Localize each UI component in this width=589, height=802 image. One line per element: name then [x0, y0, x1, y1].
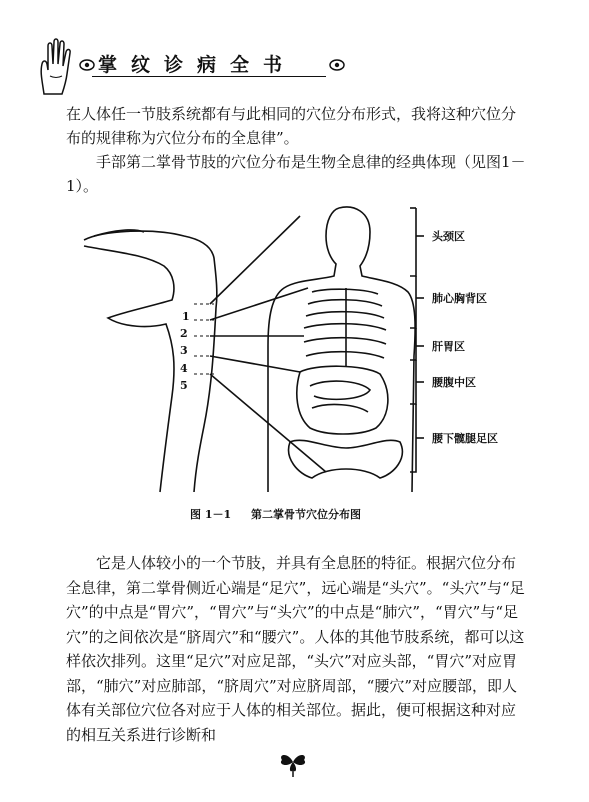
point-number-1: 1 — [182, 310, 190, 323]
clover-ornament-icon — [276, 748, 310, 778]
point-number-3: 3 — [180, 344, 188, 357]
region-label-liver-stomach: 肝胃区 — [432, 340, 465, 353]
figure-caption — [190, 506, 361, 522]
book-title: 掌纹诊病全书 — [98, 54, 297, 76]
hand-palm-icon — [36, 36, 76, 96]
point-number-4: 4 — [180, 362, 188, 375]
spiral-ornament-icon — [78, 58, 96, 72]
region-label-lower-body: 腰下髋腿足区 — [432, 432, 498, 445]
paragraph: 它是人体较小的一个节肢，并具有全息胚的特征。根据穴位分布全息律，第二掌骨侧近心端是“足穴”，远心端是“头穴”。“头穴”与“足穴”的中点是“胃穴”，“胃穴”与“头穴”的中点是“肺穴”，“胃穴”与“足穴”的之间依次是“脐周穴”和“腰穴”。人体的其他节肢系统，都可以这样依次排列。这里“足穴”对应足部，“头穴”对应头部，“胃穴”对应胃部，“肺穴”对应肺部，“脐周穴”对应脐周部，“腰穴”对应腰部，即人体有关部位穴位各对应于人体的相关部位。据此，便可根据这种对应的相互关系进行诊断和 — [66, 554, 525, 744]
figure-illustration — [64, 196, 534, 496]
paragraph: 在人体任一节肢系统都有与此相同的穴位分布形式，我将这种穴位分布的规律称为穴位分布的全息律”。 — [66, 105, 517, 147]
region-label-lung-heart: 肺心胸背区 — [432, 292, 487, 305]
header-rule — [92, 76, 326, 77]
paragraph: 手部第二掌骨节肢的穴位分布是生物全息律的经典体现（见图1－1）。 — [66, 153, 526, 195]
page-header — [36, 36, 356, 100]
point-number-2: 2 — [180, 327, 188, 340]
region-label-waist-abdomen: 腰腹中区 — [432, 376, 476, 389]
point-number-5: 5 — [180, 379, 188, 392]
figure-caption-text: 第二掌骨节穴位分布图 — [250, 508, 361, 521]
spiral-ornament-icon — [328, 58, 346, 72]
figure-caption-label: 图 1－1 — [190, 508, 232, 521]
region-label-head-neck: 头颈区 — [432, 230, 465, 243]
